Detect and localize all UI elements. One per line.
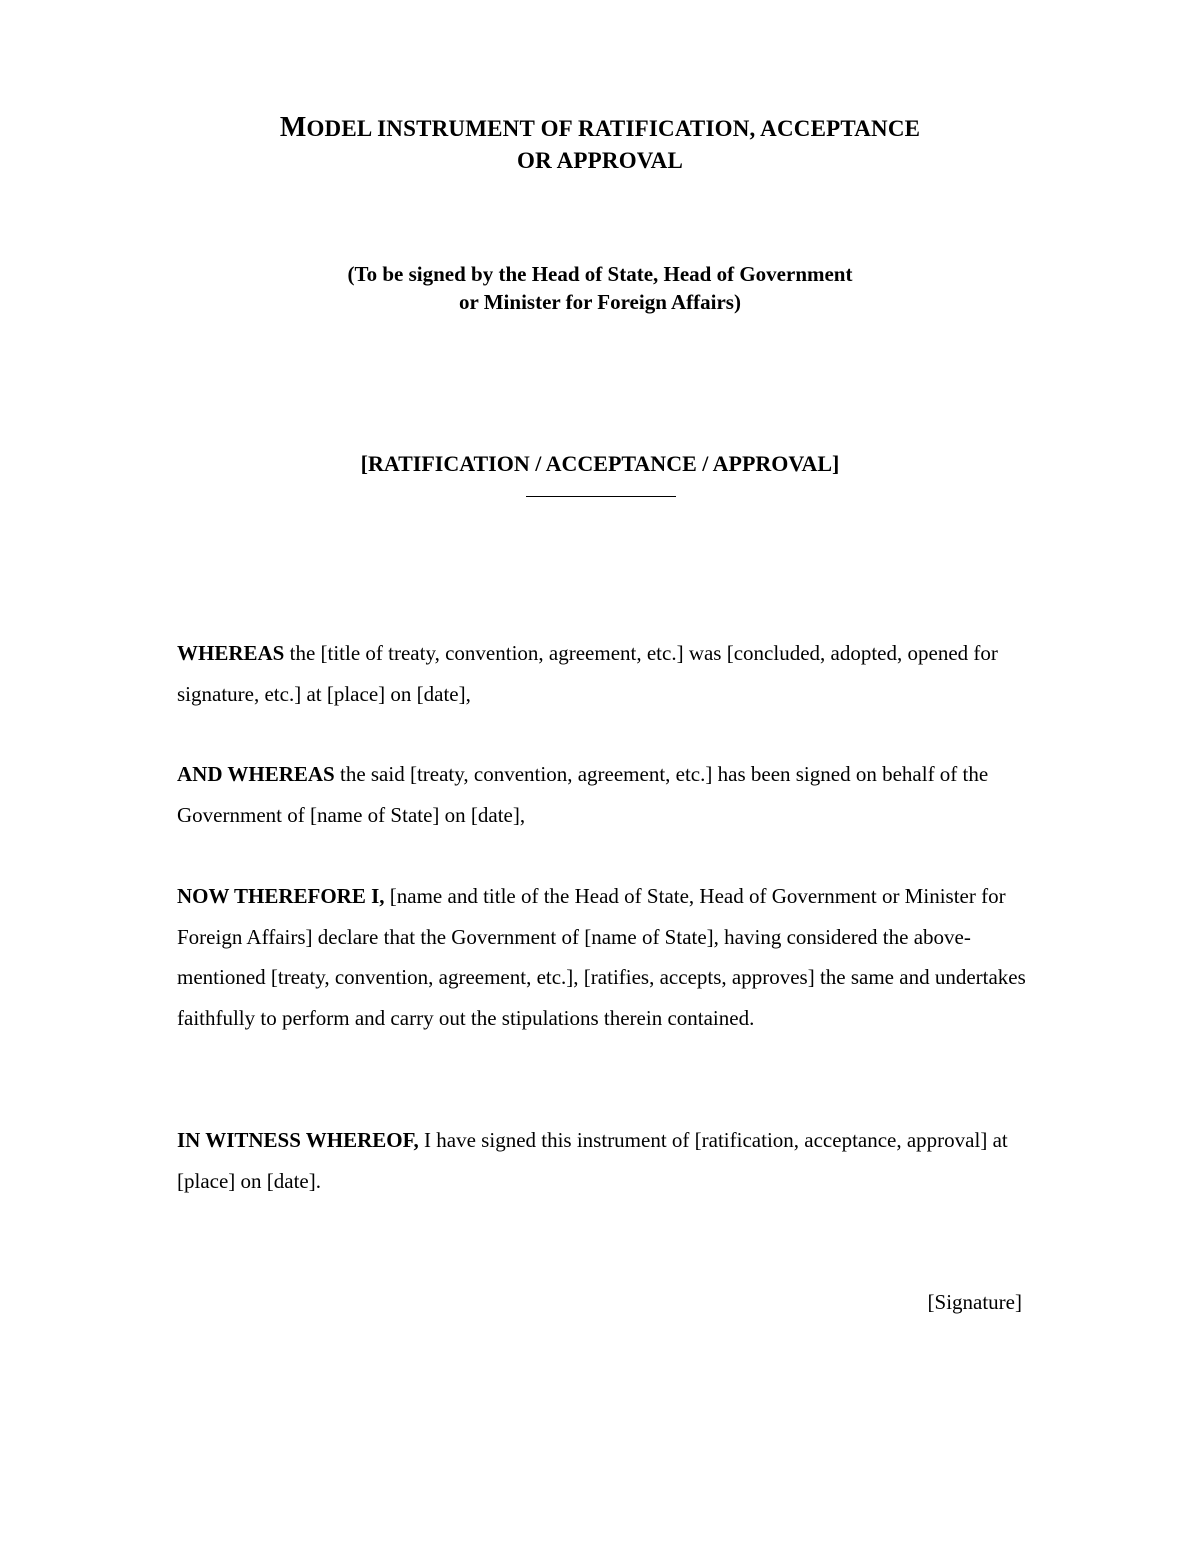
paragraph-text: [name and title of the Head of State, Head of Government or Minister for Foreign Affairs] declare that the Government of [name of State], having considered the above-mentioned [treaty, convention, agreement, etc.], [ratifies, accepts, approves] the same and undertakes faithfully to perform and carry out the stipulations therein contained. bbox=[177, 884, 1026, 1030]
paragraph-now-therefore bbox=[177, 876, 1027, 1038]
title-lead-rest: ODEL bbox=[306, 116, 372, 141]
document-title-line-2: OR APPROVAL bbox=[517, 148, 683, 173]
paragraph-text: the said [treaty, convention, agreement, etc.] has been signed on behalf of the Government of [name of State] on [date], bbox=[177, 762, 989, 827]
paragraph-text: I have signed this instrument of [ratification, acceptance, approval] at [place] on [date]. bbox=[177, 1128, 1008, 1193]
title-lead-letter: M bbox=[279, 112, 307, 143]
heading-underline-rule bbox=[526, 496, 676, 497]
section-heading: [RATIFICATION / ACCEPTANCE / APPROVAL] bbox=[360, 451, 840, 476]
paragraph-keyword: WHEREAS bbox=[177, 641, 285, 665]
paragraph-in-witness bbox=[177, 1120, 1027, 1201]
paragraph-keyword: AND WHEREAS bbox=[177, 762, 335, 786]
subtitle-line-2: or Minister for Foreign Affairs) bbox=[459, 290, 741, 314]
paragraph-keyword: NOW THEREFORE I, bbox=[177, 884, 385, 908]
document-title-line-1 bbox=[0, 112, 1200, 144]
paragraph-keyword: IN WITNESS WHEREOF, bbox=[177, 1128, 419, 1152]
paragraph-whereas bbox=[177, 633, 1027, 714]
paragraph-and-whereas bbox=[177, 754, 1027, 835]
paragraph-text: the [title of treaty, convention, agreement, etc.] was [concluded, adopted, opened for signature, etc.] at [place] on [date], bbox=[177, 641, 998, 706]
title-line-1-rest: INSTRUMENT OF RATIFICATION, ACCEPTANCE bbox=[371, 116, 921, 141]
signature-placeholder: [Signature] bbox=[927, 1290, 1022, 1314]
subtitle-line-1: (To be signed by the Head of State, Head of Government bbox=[347, 262, 853, 286]
